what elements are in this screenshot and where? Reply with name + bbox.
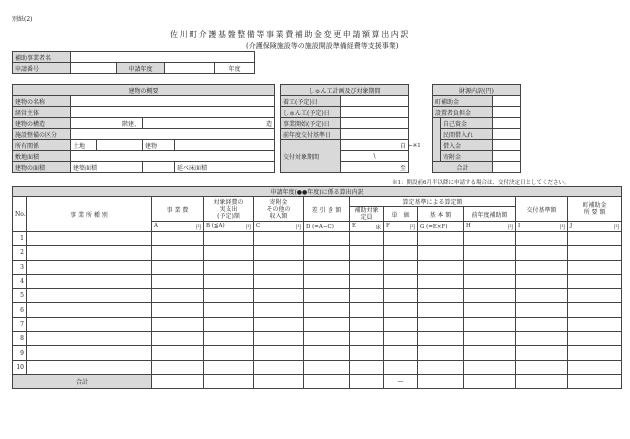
- table-cell[interactable]: [418, 260, 464, 274]
- table-cell[interactable]: [568, 246, 622, 260]
- table-cell[interactable]: [516, 289, 568, 303]
- col-prev: 前年度補助額: [464, 207, 516, 222]
- table-cell[interactable]: [204, 346, 254, 360]
- finance-heading: 財源内訳(円): [433, 85, 521, 96]
- table-cell[interactable]: [152, 360, 204, 374]
- table-cell[interactable]: [418, 289, 464, 303]
- table-cell[interactable]: [27, 246, 152, 260]
- table-cell[interactable]: [152, 232, 204, 246]
- total-cell[interactable]: [568, 374, 622, 388]
- sub-g: G (=E×F): [418, 222, 464, 232]
- opening-date-field[interactable]: [341, 118, 409, 129]
- loan-label: 借入金: [441, 140, 493, 151]
- table-cell[interactable]: [254, 246, 304, 260]
- table-cell[interactable]: [568, 332, 622, 346]
- table-cell[interactable]: [568, 346, 622, 360]
- page-subtitle: (介護保険施設等の施設開設準備経費等支援事業): [246, 42, 399, 50]
- table-cell[interactable]: [152, 303, 204, 317]
- table-row: [13, 289, 622, 303]
- table-cell[interactable]: [418, 317, 464, 331]
- table-cell[interactable]: [152, 317, 204, 331]
- table-cell[interactable]: [204, 303, 254, 317]
- table-cell[interactable]: [350, 346, 384, 360]
- table-cell[interactable]: [254, 303, 304, 317]
- structure-label: 建物の構造: [13, 118, 71, 129]
- table-row: [13, 260, 622, 274]
- table-cell[interactable]: [254, 332, 304, 346]
- period-to[interactable]: 至: [341, 162, 409, 173]
- category-label: 施設整備の区分: [13, 129, 71, 140]
- schedule-table: [280, 84, 409, 173]
- table-cell[interactable]: [516, 260, 568, 274]
- col-required: 町補助金 所 要 額: [568, 197, 622, 222]
- table-cell[interactable]: [350, 360, 384, 374]
- area-label: 建物の面積: [13, 162, 71, 173]
- finance-total-field[interactable]: [493, 162, 521, 173]
- col-actual: 対象経費の 実支出 (予定)額: [204, 197, 254, 222]
- table-cell[interactable]: [464, 232, 516, 246]
- footnote: ※1：開設前6月半以降に申請する場合は、交付決定日としてください。: [392, 180, 570, 186]
- table-cell[interactable]: [384, 346, 418, 360]
- col-base: 基 本 額: [418, 207, 464, 222]
- sub-d: D (=A−C): [304, 222, 350, 232]
- col-units: 補助対象 定員: [350, 207, 384, 222]
- table-cell[interactable]: [418, 332, 464, 346]
- table-cell[interactable]: [350, 317, 384, 331]
- calc-table: [12, 186, 622, 389]
- table-row: [13, 274, 622, 288]
- table-cell[interactable]: [384, 246, 418, 260]
- col-diff: 差 引 き 額: [304, 197, 350, 222]
- floors-field[interactable]: 階建、: [71, 118, 143, 129]
- table-cell[interactable]: [350, 289, 384, 303]
- sub-h: H 円: [464, 222, 516, 232]
- table-cell[interactable]: [350, 332, 384, 346]
- sub-i: I 円: [516, 222, 568, 232]
- table-cell[interactable]: [254, 274, 304, 288]
- total-cell[interactable]: [418, 374, 464, 388]
- building-heading: 建物の概要: [13, 85, 275, 96]
- total-label: 合計: [13, 374, 152, 388]
- table-cell[interactable]: [254, 289, 304, 303]
- table-cell[interactable]: [152, 246, 204, 260]
- founder-share-label: 設置者負担金: [433, 107, 493, 118]
- table-cell[interactable]: [204, 274, 254, 288]
- land-label: 土地: [71, 140, 97, 151]
- own-funds-label: 自己資金: [441, 118, 493, 129]
- col-type: 事 業 所 種 別: [27, 197, 152, 232]
- col-grant-base: 交付基準額: [516, 197, 568, 222]
- app-year-label: 申請年度: [117, 63, 165, 74]
- table-cell[interactable]: [27, 232, 152, 246]
- site-area-field[interactable]: [71, 151, 275, 162]
- table-cell[interactable]: [568, 260, 622, 274]
- owner-label: 経営主体: [13, 107, 71, 118]
- built-field[interactable]: 造: [143, 118, 275, 129]
- table-cell[interactable]: [254, 317, 304, 331]
- loan-field[interactable]: [493, 140, 521, 151]
- period-sep: \: [341, 151, 409, 162]
- table-cell[interactable]: [464, 246, 516, 260]
- total-cell[interactable]: [304, 374, 350, 388]
- period-label: 交付対象期間: [281, 140, 341, 173]
- table-cell[interactable]: [516, 360, 568, 374]
- table-cell[interactable]: [418, 346, 464, 360]
- table-cell[interactable]: [304, 260, 350, 274]
- table-cell[interactable]: [384, 303, 418, 317]
- table-cell[interactable]: [384, 260, 418, 274]
- table-cell[interactable]: [568, 317, 622, 331]
- table-cell[interactable]: [304, 274, 350, 288]
- table-cell[interactable]: [568, 274, 622, 288]
- private-loan-label: 民間借入れ: [441, 129, 493, 140]
- opening-date-label: 事業開始(予定)日: [281, 118, 341, 129]
- calc-caption: 申請年度(●●年度)に係る算出内訳: [13, 187, 622, 197]
- sub-a: A 円: [152, 222, 204, 232]
- row-number: 9: [13, 346, 27, 360]
- table-cell[interactable]: [350, 303, 384, 317]
- table-cell[interactable]: [568, 303, 622, 317]
- table-cell[interactable]: [516, 246, 568, 260]
- table-cell[interactable]: [464, 289, 516, 303]
- donation-label: 寄附金: [441, 151, 493, 162]
- table-cell[interactable]: [204, 289, 254, 303]
- table-cell[interactable]: [464, 360, 516, 374]
- table-cell[interactable]: [464, 332, 516, 346]
- start-date-label: 着工(予定)日: [281, 96, 341, 107]
- table-cell[interactable]: [568, 232, 622, 246]
- total-cell[interactable]: [204, 374, 254, 388]
- subsidy-field[interactable]: [493, 96, 521, 107]
- completion-date-label: しゅん工(予定)日: [281, 107, 341, 118]
- table-cell[interactable]: [27, 289, 152, 303]
- year-suffix: 年度: [215, 63, 255, 74]
- total-cell[interactable]: [152, 374, 204, 388]
- app-year-field[interactable]: [165, 63, 215, 74]
- table-cell[interactable]: [568, 360, 622, 374]
- table-cell[interactable]: [304, 346, 350, 360]
- table-cell[interactable]: [27, 274, 152, 288]
- table-cell[interactable]: [418, 360, 464, 374]
- applicant-table: [12, 51, 255, 74]
- table-cell[interactable]: [204, 246, 254, 260]
- operator-label: 補助事業者名: [13, 52, 71, 63]
- table-cell[interactable]: [304, 289, 350, 303]
- table-cell[interactable]: [384, 317, 418, 331]
- table-cell[interactable]: [350, 232, 384, 246]
- table-row: [13, 232, 622, 246]
- prev-base-date-field[interactable]: [341, 129, 409, 140]
- table-row: [13, 303, 622, 317]
- table-cell[interactable]: [304, 303, 350, 317]
- row-number: 7: [13, 317, 27, 331]
- table-cell[interactable]: [27, 332, 152, 346]
- table-cell[interactable]: [418, 274, 464, 288]
- building-own-label: 建物: [143, 140, 175, 151]
- table-cell[interactable]: [254, 232, 304, 246]
- note-ref: ←※1: [408, 143, 421, 149]
- table-cell[interactable]: [418, 232, 464, 246]
- table-cell[interactable]: [384, 332, 418, 346]
- table-cell[interactable]: [350, 274, 384, 288]
- table-cell[interactable]: [384, 232, 418, 246]
- sub-b: B (≦A) 円: [204, 222, 254, 232]
- total-cell[interactable]: [516, 374, 568, 388]
- row-number: 6: [13, 303, 27, 317]
- building-name-label: 建物の名称: [13, 96, 71, 107]
- category-field[interactable]: [71, 129, 275, 140]
- finance-total-label: 合計: [433, 162, 493, 173]
- table-cell[interactable]: [204, 317, 254, 331]
- table-row: [13, 360, 622, 374]
- table-cell[interactable]: [254, 346, 304, 360]
- building-name-field[interactable]: [71, 96, 275, 107]
- table-cell[interactable]: [516, 317, 568, 331]
- table-cell[interactable]: [304, 317, 350, 331]
- building-area-label: 建築面積: [71, 162, 143, 173]
- table-cell[interactable]: [152, 332, 204, 346]
- col-other: 寄附金 その他の 収入額: [254, 197, 304, 222]
- sub-e: E 床: [350, 222, 384, 232]
- table-cell[interactable]: [304, 246, 350, 260]
- table-cell[interactable]: [384, 360, 418, 374]
- finance-table: [432, 84, 521, 173]
- row-number: 3: [13, 260, 27, 274]
- table-cell[interactable]: [464, 317, 516, 331]
- table-cell[interactable]: [204, 260, 254, 274]
- table-row: [13, 317, 622, 331]
- founder-share-field[interactable]: [493, 107, 521, 118]
- sub-c: C 円: [254, 222, 304, 232]
- schedule-heading: しゅん工計画及び対象期間: [281, 85, 409, 96]
- app-number-label: 申請番号: [13, 63, 71, 74]
- row-number: 4: [13, 274, 27, 288]
- table-cell[interactable]: [516, 332, 568, 346]
- table-cell[interactable]: [27, 260, 152, 274]
- operator-field[interactable]: [71, 52, 255, 63]
- table-cell[interactable]: [464, 346, 516, 360]
- building-area-field[interactable]: [143, 162, 175, 173]
- table-cell[interactable]: [464, 303, 516, 317]
- table-cell[interactable]: [204, 232, 254, 246]
- sub-j: J 円: [568, 222, 622, 232]
- row-number: 2: [13, 246, 27, 260]
- table-cell[interactable]: [304, 232, 350, 246]
- col-no: No.: [13, 197, 27, 232]
- table-cell[interactable]: [204, 360, 254, 374]
- own-funds-field[interactable]: [493, 118, 521, 129]
- row-number: 5: [13, 289, 27, 303]
- row-number: 8: [13, 332, 27, 346]
- table-cell[interactable]: [516, 232, 568, 246]
- table-cell[interactable]: [152, 289, 204, 303]
- donation-field[interactable]: [493, 151, 521, 162]
- form-number: 別紙(2): [12, 16, 33, 23]
- table-cell[interactable]: [350, 246, 384, 260]
- table-cell[interactable]: [152, 346, 204, 360]
- table-cell[interactable]: [27, 360, 152, 374]
- table-cell[interactable]: [204, 332, 254, 346]
- table-cell[interactable]: [304, 360, 350, 374]
- table-row: [13, 246, 622, 260]
- col-unit-price: 単 価: [384, 207, 418, 222]
- table-cell[interactable]: [516, 303, 568, 317]
- row-number: 10: [13, 360, 27, 374]
- group-calc: 算定基準による算定額: [350, 197, 516, 207]
- site-area-label: 敷地面積: [13, 151, 71, 162]
- period-from[interactable]: 自: [341, 140, 409, 151]
- private-loan-field[interactable]: [493, 129, 521, 140]
- table-cell[interactable]: [152, 274, 204, 288]
- table-cell[interactable]: [27, 317, 152, 331]
- table-cell[interactable]: [568, 289, 622, 303]
- col-cost: 事 業 費: [152, 197, 204, 222]
- app-number-field[interactable]: [71, 63, 117, 74]
- total-dash: —: [384, 374, 418, 388]
- building-own-field[interactable]: [175, 140, 275, 151]
- page-title: 佐川町介護基盤整備等事業費補助金変更申請額算出内訳: [170, 30, 410, 39]
- table-cell[interactable]: [254, 260, 304, 274]
- table-row: [13, 332, 622, 346]
- table-cell[interactable]: [152, 260, 204, 274]
- total-cell[interactable]: [254, 374, 304, 388]
- table-cell[interactable]: [304, 332, 350, 346]
- table-cell[interactable]: [464, 274, 516, 288]
- table-cell[interactable]: [516, 274, 568, 288]
- table-cell[interactable]: [418, 303, 464, 317]
- table-cell[interactable]: [464, 260, 516, 274]
- table-cell[interactable]: [384, 274, 418, 288]
- land-field[interactable]: [97, 140, 143, 151]
- subsidy-label: 町補助金: [433, 96, 493, 107]
- total-cell[interactable]: [350, 374, 384, 388]
- sub-f: F 円: [384, 222, 418, 232]
- start-date-field[interactable]: [341, 96, 409, 107]
- floor-area-label: 延べ床面積: [175, 162, 275, 173]
- ownership-label: 所有関係: [13, 140, 71, 151]
- table-cell[interactable]: [27, 303, 152, 317]
- prev-base-date-label: 前年度交付基準日: [281, 129, 341, 140]
- table-cell[interactable]: [418, 246, 464, 260]
- table-cell[interactable]: [27, 346, 152, 360]
- table-cell[interactable]: [350, 260, 384, 274]
- completion-date-field[interactable]: [341, 107, 409, 118]
- table-cell[interactable]: [384, 289, 418, 303]
- owner-field[interactable]: [71, 107, 275, 118]
- building-table: [12, 84, 275, 173]
- total-cell[interactable]: [464, 374, 516, 388]
- row-number: 1: [13, 232, 27, 246]
- table-cell[interactable]: [254, 360, 304, 374]
- table-cell[interactable]: [516, 346, 568, 360]
- table-row: [13, 346, 622, 360]
